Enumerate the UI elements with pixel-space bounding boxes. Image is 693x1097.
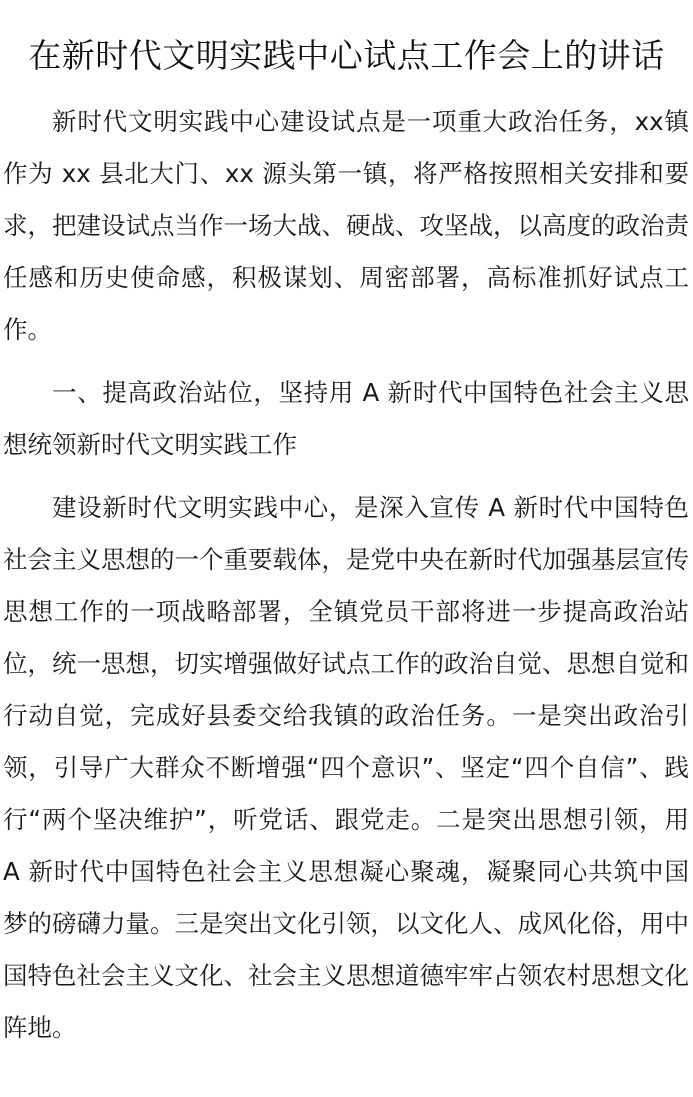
- section-heading: 一、提高政治站位，坚持用 A 新时代中国特色社会主义思想统领新时代文明实践工作: [3, 378, 689, 459]
- document-title: 在新时代文明实践中心试点工作会上的讲话: [28, 36, 665, 75]
- body-paragraph: 建设新时代文明实践中心，是深入宣传 A 新时代中国特色社会主义思想的一个重要载体，是党中央在新时代加强基层宣传思想工作的一项战略部署，全镇党员干部将进一步提高政治站位，统一思想，切实增强做好试点工作的政治自觉、思想自觉和行动自觉，完成好县委交给我镇的政治任务。一是突出政治引领，引导广大群众不断增强“四个意识”、坚定“四个自信”、践行“两个坚决维护”，听党话、跟党走。二是突出思想引领，用 A 新时代中国特色社会主义思想凝心聚魂，凝聚同心共筑中国梦的磅礴力量。三是突出文化引领，以文化人、成风化俗，用中国特色社会主义文化、社会主义思想道德牢牢占领农村思想文化阵地。: [3, 493, 689, 1042]
- intro-paragraph: 新时代文明实践中心建设试点是一项重大政治任务，xx镇作为 xx 县北大门、xx 源头第一镇，将严格按照相关安排和要求，把建设试点当作一场大战、硬战、攻坚战，以高度的政治责任感和历史使命感，积极谋划、周密部署，高标准抓好试点工作。: [3, 107, 689, 344]
